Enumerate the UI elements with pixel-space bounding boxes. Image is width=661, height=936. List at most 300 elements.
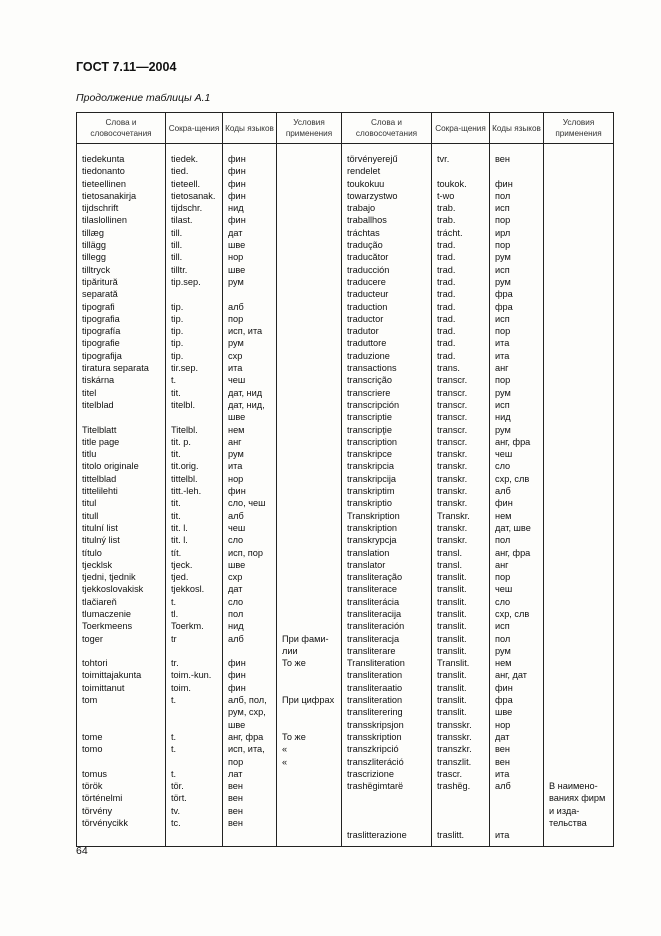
cell-abbr: Titelbl. bbox=[166, 424, 223, 436]
cell-abbr-2: trashëg. bbox=[432, 780, 490, 792]
cell-abbr-2: trans. bbox=[432, 362, 490, 374]
cell-lang-2: ита bbox=[490, 768, 544, 780]
cell-lang-2: пол bbox=[490, 633, 544, 645]
cell-cond-2: ваниях фирм bbox=[544, 792, 614, 804]
cell-lang: анг, фра bbox=[223, 731, 277, 743]
cell-word-2: tradução bbox=[342, 239, 432, 251]
cell-cond-2 bbox=[544, 460, 614, 472]
cell-lang-2: пол bbox=[490, 534, 544, 546]
cell-abbr bbox=[166, 829, 223, 841]
cell-lang-2: нид bbox=[490, 411, 544, 423]
cell-word-2: transkripcia bbox=[342, 460, 432, 472]
cell-word-2: towarzystwo bbox=[342, 190, 432, 202]
cell-word-2: transliteracja bbox=[342, 633, 432, 645]
cell-word: tiskárna bbox=[77, 374, 166, 386]
cell-abbr: t. bbox=[166, 374, 223, 386]
cell-lang-2: рум bbox=[490, 387, 544, 399]
cell-lang: нор bbox=[223, 473, 277, 485]
cell-abbr-2: transkr. bbox=[432, 460, 490, 472]
table-row bbox=[77, 313, 614, 325]
table-row bbox=[77, 337, 614, 349]
cell-cond-2: В наимено- bbox=[544, 780, 614, 792]
table-row bbox=[77, 768, 614, 780]
cell-abbr-2: transcr. bbox=[432, 424, 490, 436]
cell-cond bbox=[277, 190, 342, 202]
cell-abbr: till. bbox=[166, 227, 223, 239]
table-row bbox=[77, 448, 614, 460]
cell-lang: лат bbox=[223, 768, 277, 780]
cell-abbr: tít. bbox=[166, 547, 223, 559]
end-cell bbox=[77, 842, 166, 847]
cell-lang: дат, нид bbox=[223, 387, 277, 399]
cell-word-2: transcription bbox=[342, 436, 432, 448]
cell-lang: рум bbox=[223, 448, 277, 460]
cell-lang-2: нем bbox=[490, 657, 544, 669]
cell-cond-2 bbox=[544, 276, 614, 288]
cell-abbr: tip. bbox=[166, 301, 223, 313]
cell-word-2: transcrição bbox=[342, 374, 432, 386]
cell-abbr: tietosanak. bbox=[166, 190, 223, 202]
cell-cond bbox=[277, 178, 342, 190]
table-row bbox=[77, 325, 614, 337]
cell-abbr-2: trad. bbox=[432, 325, 490, 337]
table-caption: Продолжение таблицы А.1 bbox=[76, 92, 211, 104]
table-row bbox=[77, 805, 614, 817]
cell-word: tipografija bbox=[77, 350, 166, 362]
cell-word: tipografía bbox=[77, 325, 166, 337]
cell-abbr: tit. l. bbox=[166, 534, 223, 546]
cell-cond-2 bbox=[544, 669, 614, 681]
cell-cond bbox=[277, 817, 342, 829]
cell-cond bbox=[277, 301, 342, 313]
cell-cond bbox=[277, 608, 342, 620]
cell-lang-2: анг bbox=[490, 559, 544, 571]
cell-lang: фин bbox=[223, 682, 277, 694]
cell-abbr: till. bbox=[166, 239, 223, 251]
cell-cond bbox=[277, 387, 342, 399]
header-row bbox=[77, 113, 614, 144]
cell-abbr: t. bbox=[166, 596, 223, 608]
cell-word: titull bbox=[77, 510, 166, 522]
cell-cond: При цифрах bbox=[277, 694, 342, 706]
cell-lang-2: исп bbox=[490, 264, 544, 276]
cell-word-2: traduttore bbox=[342, 337, 432, 349]
cell-cond bbox=[277, 264, 342, 276]
cell-lang-2: ита bbox=[490, 350, 544, 362]
cell-word-2: transliteration bbox=[342, 694, 432, 706]
cell-abbr: till. bbox=[166, 251, 223, 263]
cell-cond-2: и изда- bbox=[544, 805, 614, 817]
cell-abbr-2: Translit. bbox=[432, 657, 490, 669]
cell-abbr-2: translit. bbox=[432, 571, 490, 583]
cell-lang: сло bbox=[223, 534, 277, 546]
table-row bbox=[77, 645, 614, 657]
table-row bbox=[77, 374, 614, 386]
cell-cond-2 bbox=[544, 743, 614, 755]
cell-cond bbox=[277, 522, 342, 534]
table-row bbox=[77, 424, 614, 436]
cell-word: Titelblatt bbox=[77, 424, 166, 436]
cell-cond bbox=[277, 706, 342, 718]
cell-cond: При фами- bbox=[277, 633, 342, 645]
cell-lang-2: дат bbox=[490, 731, 544, 743]
cell-cond bbox=[277, 682, 342, 694]
cell-lang-2: фра bbox=[490, 301, 544, 313]
cell-word-2: traslitterazione bbox=[342, 829, 432, 841]
cell-abbr bbox=[166, 756, 223, 768]
cell-cond-2 bbox=[544, 325, 614, 337]
col-header-abbr-2: Сокра-щения bbox=[432, 113, 490, 144]
cell-word-2: traducteur bbox=[342, 288, 432, 300]
cell-word: tohtori bbox=[77, 657, 166, 669]
cell-lang: фин bbox=[223, 153, 277, 165]
cell-lang: шве bbox=[223, 264, 277, 276]
cell-abbr-2: trad. bbox=[432, 337, 490, 349]
table-row bbox=[77, 817, 614, 829]
cell-lang: исп, пор bbox=[223, 547, 277, 559]
table-row bbox=[77, 559, 614, 571]
table-row bbox=[77, 362, 614, 374]
cell-lang: фин bbox=[223, 165, 277, 177]
cell-cond bbox=[277, 768, 342, 780]
cell-abbr: tv. bbox=[166, 805, 223, 817]
cell-lang-2: шве bbox=[490, 706, 544, 718]
cell-abbr: tit. p. bbox=[166, 436, 223, 448]
cell-cond-2 bbox=[544, 559, 614, 571]
table-row bbox=[77, 596, 614, 608]
cell-word: törvénycikk bbox=[77, 817, 166, 829]
cell-abbr: tilast. bbox=[166, 214, 223, 226]
cell-lang-2: пор bbox=[490, 239, 544, 251]
cell-cond-2 bbox=[544, 264, 614, 276]
cell-lang: алб, пол, bbox=[223, 694, 277, 706]
table-row bbox=[77, 251, 614, 263]
cell-cond bbox=[277, 669, 342, 681]
cell-word: történelmi bbox=[77, 792, 166, 804]
cell-word bbox=[77, 411, 166, 423]
col-header-lang-2: Коды языков bbox=[490, 113, 544, 144]
cell-word: tiedekunta bbox=[77, 153, 166, 165]
cell-lang: дат, нид, bbox=[223, 399, 277, 411]
cell-cond-2 bbox=[544, 534, 614, 546]
cell-cond-2 bbox=[544, 239, 614, 251]
cell-abbr-2: trascr. bbox=[432, 768, 490, 780]
table-row bbox=[77, 547, 614, 559]
cell-abbr: tr. bbox=[166, 657, 223, 669]
cell-abbr-2: traslitt. bbox=[432, 829, 490, 841]
cell-word: titulný list bbox=[77, 534, 166, 546]
cell-cond-2 bbox=[544, 485, 614, 497]
cell-abbr: tört. bbox=[166, 792, 223, 804]
cell-word-2: toukokuu bbox=[342, 178, 432, 190]
cell-lang: нид bbox=[223, 202, 277, 214]
cell-abbr: tip.sep. bbox=[166, 276, 223, 288]
cell-word: tipăritură bbox=[77, 276, 166, 288]
cell-abbr bbox=[166, 719, 223, 731]
cell-abbr: t. bbox=[166, 731, 223, 743]
end-cell bbox=[544, 842, 614, 847]
table-row bbox=[77, 399, 614, 411]
cell-cond bbox=[277, 251, 342, 263]
cell-lang: пол bbox=[223, 608, 277, 620]
cell-abbr-2 bbox=[432, 165, 490, 177]
cell-lang-2: фин bbox=[490, 178, 544, 190]
cell-abbr-2 bbox=[432, 805, 490, 817]
cell-cond bbox=[277, 719, 342, 731]
cell-abbr-2: tvr. bbox=[432, 153, 490, 165]
cell-word-2: trabajo bbox=[342, 202, 432, 214]
cell-word: titlu bbox=[77, 448, 166, 460]
table-row bbox=[77, 214, 614, 226]
cell-lang-2: исп bbox=[490, 620, 544, 632]
cell-lang-2: рум bbox=[490, 251, 544, 263]
cell-lang: фин bbox=[223, 190, 277, 202]
cell-abbr-2: transkr. bbox=[432, 485, 490, 497]
cell-lang-2: вен bbox=[490, 756, 544, 768]
table-end-row bbox=[77, 842, 614, 847]
cell-cond bbox=[277, 325, 342, 337]
table-row bbox=[77, 288, 614, 300]
cell-lang: фин bbox=[223, 214, 277, 226]
end-cell bbox=[432, 842, 490, 847]
cell-word: tomo bbox=[77, 743, 166, 755]
cell-lang-2: вен bbox=[490, 153, 544, 165]
cell-cond-2 bbox=[544, 473, 614, 485]
cell-word-2 bbox=[342, 805, 432, 817]
cell-word-2: transcriptie bbox=[342, 411, 432, 423]
cell-word: toimittajakunta bbox=[77, 669, 166, 681]
cell-abbr-2: translit. bbox=[432, 694, 490, 706]
cell-abbr: tjekkosl. bbox=[166, 583, 223, 595]
cell-word-2: trashëgimtarë bbox=[342, 780, 432, 792]
table-row bbox=[77, 633, 614, 645]
cell-abbr-2: trab. bbox=[432, 202, 490, 214]
cell-abbr: tit. l. bbox=[166, 522, 223, 534]
cell-word: tillägg bbox=[77, 239, 166, 251]
cell-lang: шве bbox=[223, 719, 277, 731]
cell-lang: шве bbox=[223, 239, 277, 251]
cell-abbr: tör. bbox=[166, 780, 223, 792]
cell-lang: нем bbox=[223, 424, 277, 436]
cell-cond-2 bbox=[544, 719, 614, 731]
cell-word-2: traballhos bbox=[342, 214, 432, 226]
cell-word: tietosanakirja bbox=[77, 190, 166, 202]
cell-abbr: tip. bbox=[166, 313, 223, 325]
cell-cond bbox=[277, 399, 342, 411]
cell-abbr: titt.-leh. bbox=[166, 485, 223, 497]
cell-cond bbox=[277, 596, 342, 608]
cell-abbr: tilltr. bbox=[166, 264, 223, 276]
cell-abbr: tjed. bbox=[166, 571, 223, 583]
cell-abbr-2: translit. bbox=[432, 645, 490, 657]
cell-word-2: transliterering bbox=[342, 706, 432, 718]
cell-lang-2: пор bbox=[490, 214, 544, 226]
cell-lang: дат bbox=[223, 583, 277, 595]
cell-word-2: transliterace bbox=[342, 583, 432, 595]
cell-abbr-2: transkr. bbox=[432, 473, 490, 485]
cell-abbr: tieteell. bbox=[166, 178, 223, 190]
cell-word: titolo originale bbox=[77, 460, 166, 472]
cell-cond-2 bbox=[544, 633, 614, 645]
cell-word: tomus bbox=[77, 768, 166, 780]
cell-cond-2 bbox=[544, 756, 614, 768]
cell-lang: сло, чеш bbox=[223, 497, 277, 509]
cell-cond-2 bbox=[544, 202, 614, 214]
cell-lang: рум bbox=[223, 337, 277, 349]
cell-abbr: tittelbl. bbox=[166, 473, 223, 485]
cell-cond-2 bbox=[544, 362, 614, 374]
cell-cond-2 bbox=[544, 350, 614, 362]
cell-word: Toerkmeens bbox=[77, 620, 166, 632]
table-row bbox=[77, 411, 614, 423]
cell-word-2: traducător bbox=[342, 251, 432, 263]
cell-lang: чеш bbox=[223, 374, 277, 386]
cell-cond-2 bbox=[544, 153, 614, 165]
cell-word: tilltryck bbox=[77, 264, 166, 276]
cell-abbr-2: translit. bbox=[432, 706, 490, 718]
cell-word-2: transcripţie bbox=[342, 424, 432, 436]
table-row bbox=[77, 276, 614, 288]
cell-cond-2 bbox=[544, 829, 614, 841]
table-row bbox=[77, 436, 614, 448]
cell-abbr: tip. bbox=[166, 325, 223, 337]
cell-word-2: traduzione bbox=[342, 350, 432, 362]
cell-word-2: traductor bbox=[342, 313, 432, 325]
cell-word bbox=[77, 706, 166, 718]
cell-lang: фин bbox=[223, 178, 277, 190]
cell-abbr-2: transkr. bbox=[432, 497, 490, 509]
cell-word-2: trascrizione bbox=[342, 768, 432, 780]
col-header-conditions-2: Условия применения bbox=[544, 113, 614, 144]
cell-abbr: t. bbox=[166, 694, 223, 706]
cell-word: tittelilehti bbox=[77, 485, 166, 497]
cell-cond-2 bbox=[544, 313, 614, 325]
cell-cond bbox=[277, 362, 342, 374]
cell-lang-2: ирл bbox=[490, 227, 544, 239]
cell-cond bbox=[277, 534, 342, 546]
cell-abbr: t. bbox=[166, 768, 223, 780]
cell-word: tilaslollinen bbox=[77, 214, 166, 226]
cell-cond bbox=[277, 276, 342, 288]
cell-lang-2: алб bbox=[490, 780, 544, 792]
cell-cond bbox=[277, 448, 342, 460]
cell-cond bbox=[277, 510, 342, 522]
cell-abbr-2: trad. bbox=[432, 239, 490, 251]
cell-word: toimittanut bbox=[77, 682, 166, 694]
cell-lang-2: фин bbox=[490, 682, 544, 694]
cell-cond-2 bbox=[544, 436, 614, 448]
cell-lang-2: сло bbox=[490, 596, 544, 608]
cell-cond-2 bbox=[544, 706, 614, 718]
table-row bbox=[77, 153, 614, 165]
end-cell bbox=[166, 842, 223, 847]
cell-cond bbox=[277, 436, 342, 448]
cell-abbr: tip. bbox=[166, 350, 223, 362]
cell-cond-2 bbox=[544, 387, 614, 399]
cell-abbr-2: transkr. bbox=[432, 448, 490, 460]
cell-cond: « bbox=[277, 743, 342, 755]
cell-word-2: transliteraatio bbox=[342, 682, 432, 694]
cell-cond bbox=[277, 805, 342, 817]
cell-lang: пор bbox=[223, 313, 277, 325]
cell-cond-2 bbox=[544, 178, 614, 190]
cell-lang-2: ита bbox=[490, 337, 544, 349]
cell-cond bbox=[277, 497, 342, 509]
table-row bbox=[77, 165, 614, 177]
cell-cond-2 bbox=[544, 657, 614, 669]
col-header-conditions: Условия применения bbox=[277, 113, 342, 144]
table-row bbox=[77, 534, 614, 546]
end-cell bbox=[277, 842, 342, 847]
cell-word-2 bbox=[342, 792, 432, 804]
cell-cond bbox=[277, 313, 342, 325]
cell-word-2 bbox=[342, 817, 432, 829]
cell-cond bbox=[277, 780, 342, 792]
cell-cond-2 bbox=[544, 399, 614, 411]
cell-lang: дат bbox=[223, 227, 277, 239]
cell-abbr-2: trad. bbox=[432, 350, 490, 362]
cell-cond bbox=[277, 473, 342, 485]
cell-word: tjedni, tjednik bbox=[77, 571, 166, 583]
cell-abbr: tijdschr. bbox=[166, 202, 223, 214]
cell-lang-2 bbox=[490, 165, 544, 177]
cell-word-2: transzliteráció bbox=[342, 756, 432, 768]
cell-lang-2: исп bbox=[490, 202, 544, 214]
cell-word-2: törvényerejű bbox=[342, 153, 432, 165]
cell-lang-2: анг, дат bbox=[490, 669, 544, 681]
cell-word: tlumaczenie bbox=[77, 608, 166, 620]
cell-word: title page bbox=[77, 436, 166, 448]
cell-word: tlačiareň bbox=[77, 596, 166, 608]
cell-lang: фин bbox=[223, 669, 277, 681]
cell-abbr-2: translit. bbox=[432, 596, 490, 608]
cell-cond-2: тельства bbox=[544, 817, 614, 829]
cell-word: tipografi bbox=[77, 301, 166, 313]
cell-word-2: transactions bbox=[342, 362, 432, 374]
cell-abbr-2 bbox=[432, 792, 490, 804]
abbreviation-table bbox=[76, 112, 614, 847]
cell-cond-2 bbox=[544, 608, 614, 620]
cell-cond bbox=[277, 424, 342, 436]
cell-abbr: tc. bbox=[166, 817, 223, 829]
cell-lang bbox=[223, 829, 277, 841]
cell-cond bbox=[277, 620, 342, 632]
cell-lang-2: исп bbox=[490, 399, 544, 411]
cell-lang: фин bbox=[223, 485, 277, 497]
table-row bbox=[77, 178, 614, 190]
cell-word-2: transskription bbox=[342, 731, 432, 743]
cell-abbr-2: transcr. bbox=[432, 374, 490, 386]
cell-cond-2 bbox=[544, 165, 614, 177]
cell-abbr-2: trad. bbox=[432, 264, 490, 276]
cell-word bbox=[77, 719, 166, 731]
cell-word-2: tradutor bbox=[342, 325, 432, 337]
cell-word-2: transkrypcja bbox=[342, 534, 432, 546]
cell-lang-2: фра bbox=[490, 288, 544, 300]
cell-word: título bbox=[77, 547, 166, 559]
cell-abbr-2: trácht. bbox=[432, 227, 490, 239]
cell-cond bbox=[277, 350, 342, 362]
table-row bbox=[77, 571, 614, 583]
cell-lang: рум, схр, bbox=[223, 706, 277, 718]
cell-lang-2 bbox=[490, 792, 544, 804]
cell-cond-2 bbox=[544, 547, 614, 559]
cell-cond-2 bbox=[544, 682, 614, 694]
cell-lang: вен bbox=[223, 792, 277, 804]
cell-lang-2: чеш bbox=[490, 583, 544, 595]
table-body bbox=[77, 144, 614, 847]
cell-lang-2: сло bbox=[490, 460, 544, 472]
